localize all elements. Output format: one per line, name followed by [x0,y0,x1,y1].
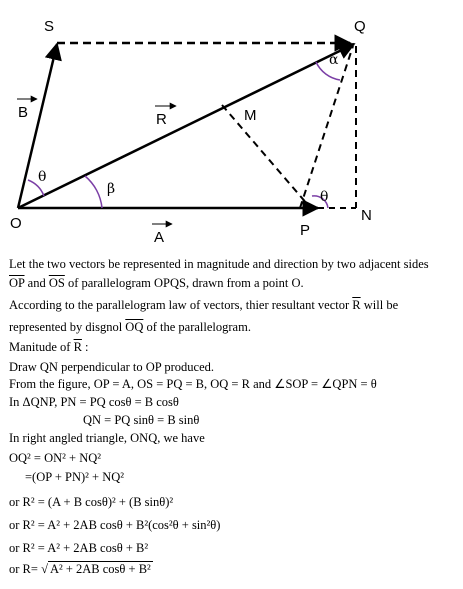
angle-label-theta-o: θ [38,169,47,185]
text-line-9: QN = PQ sinθ = B sinθ [83,413,200,427]
vector-op-text: $\overline{OP}$ [9,276,25,290]
vector-r-text-2: $\overline{R}$ [73,340,82,354]
point-label-m: M [244,107,257,124]
text-line-16: or R= √ A² + 2AB cosθ + B² [9,562,151,576]
parallelogram-vector-diagram [0,0,463,255]
text-line-12: =(OP + PN)² + NQ² [25,470,125,484]
vector-r-text: $\overline{R}$ [352,298,361,312]
vector-label-a: A [154,229,165,246]
beta-angle-arc [85,176,102,208]
sqrt-expression: A² + 2AB cosθ + B² [49,562,151,576]
text-line-7: From the figure, OP = A, OS = PQ = B, OQ = R and ∠SOP = ∠QPN = θ [9,377,377,391]
sqrt-sign: √ [41,562,48,576]
text-line-2: $\overline{OP}$ and $\overline{OS}$ of parallelogram OPQS, drawn from a point O. [9,276,304,290]
text-line-3: According to the parallelogram law of vectors, thier resultant vector $\overline{R}$ will be [9,298,399,312]
point-label-q: Q [354,18,366,35]
text-line-14: or R² = A² + 2AB cosθ + B²(cos²θ + sin²θ) [9,518,221,532]
point-label-s: S [44,18,55,35]
point-label-n: N [361,207,372,224]
dashed-pq-line [300,46,353,208]
text-line-8: In ΔQNP, PN = PQ cosθ = B cosθ [9,395,179,409]
vector-oq-text: $\overline{OQ}$ [125,320,144,334]
dashed-mp-line [222,105,308,205]
text-line-5: Manitude of $\overline{R}$ : [9,340,89,354]
vector-oq-line [18,44,354,208]
vector-os-text: $\overline{OS}$ [48,276,65,290]
text-line-13: or R² = (A + B cosθ)² + (B sinθ)² [9,495,174,509]
point-label-p: P [300,222,311,239]
text-line-15: or R² = A² + 2AB cosθ + B² [9,541,149,555]
angle-label-beta: β [107,181,116,197]
vector-label-b: B [18,104,29,121]
text-line-4: represented by disgnol $\overline{OQ}$ of the parallelogram. [9,320,251,334]
text-line-6: Draw QN perpendicular to OP produced. [9,360,215,374]
text-line-1: Let the two vectors be represented in magnitude and direction by two adjacent sides [9,257,429,271]
angle-label-theta-p: θ [320,189,329,205]
point-label-o: O [10,215,22,232]
text-line-11: OQ² = ON² + NQ² [9,451,102,465]
angle-label-alpha: α [329,52,339,68]
vector-label-r: R [156,111,167,128]
text-line-10: In right angled triangle, ONQ, we have [9,431,205,445]
